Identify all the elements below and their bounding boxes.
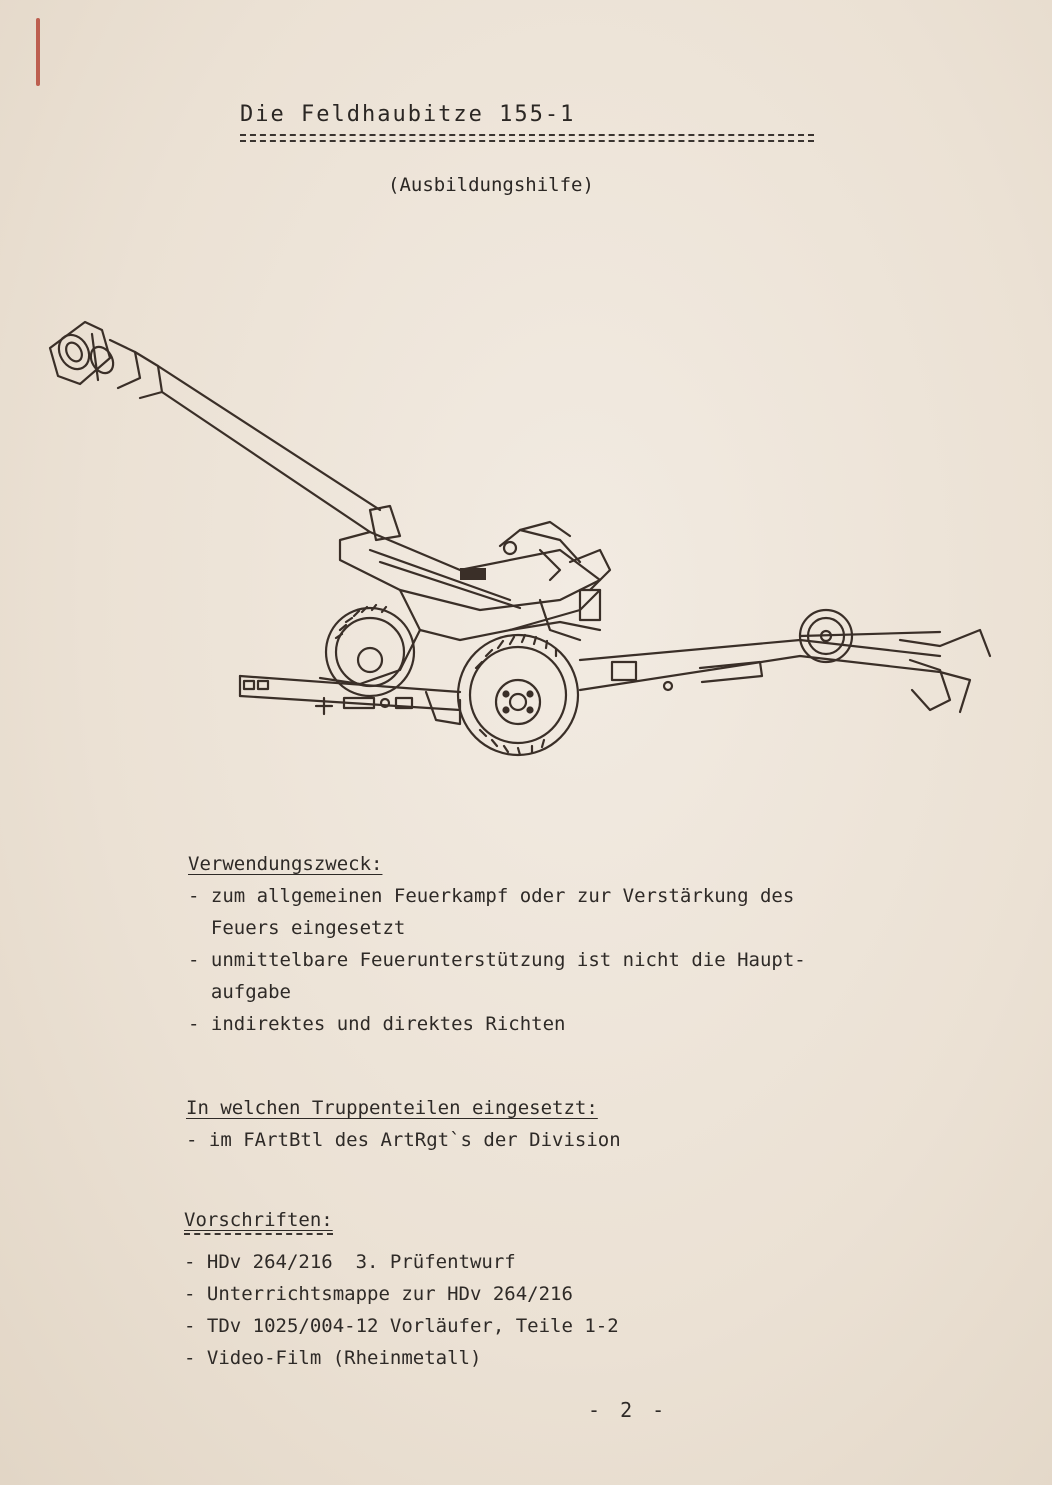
title-underline-double — [240, 140, 814, 142]
list-item: - zum allgemeinen Feuerkampf oder zur Verstärkung des — [188, 885, 795, 907]
page-subtitle: (Ausbildungshilfe) — [388, 174, 594, 196]
list-item: - Video-Film (Rheinmetall) — [184, 1347, 482, 1369]
list-item: - TDv 1025/004-12 Vorläufer, Teile 1-2 — [184, 1315, 619, 1337]
howitzer-drawing — [40, 300, 1010, 770]
muzzle-brake — [50, 322, 162, 398]
list-item: Feuers eingesetzt — [188, 917, 406, 939]
barrel — [158, 366, 400, 540]
list-item: aufgabe — [188, 981, 291, 1003]
list-item: - unmittelbare Feuerunterstützung ist nicht die Haupt- — [188, 949, 806, 971]
section-purpose — [188, 848, 806, 1040]
trail-right — [580, 610, 990, 712]
list-item: - im FArtBtl des ArtRgt`s der Division — [186, 1129, 621, 1151]
list-item: - HDv 264/216 3. Prüfentwurf — [184, 1251, 516, 1273]
page-title: Die Feldhaubitze 155-1 — [240, 102, 576, 127]
section-heading: In welchen Truppenteilen eingesetzt: — [186, 1097, 598, 1119]
list-item: - Unterrichtsmappe zur HDv 264/216 — [184, 1283, 573, 1305]
page-number: - 2 - — [588, 1398, 669, 1422]
trail-left — [240, 676, 460, 724]
section-regulations — [184, 1204, 619, 1374]
section-units — [186, 1092, 621, 1156]
main-wheel — [458, 635, 578, 755]
cradle — [340, 522, 610, 610]
list-item: - indirektes und direktes Richten — [188, 1013, 566, 1035]
section-heading: Verwendungszweck: — [188, 853, 383, 875]
section-heading: Vorschriften: — [184, 1207, 333, 1235]
staple-mark — [36, 18, 40, 86]
title-underline — [240, 134, 814, 136]
